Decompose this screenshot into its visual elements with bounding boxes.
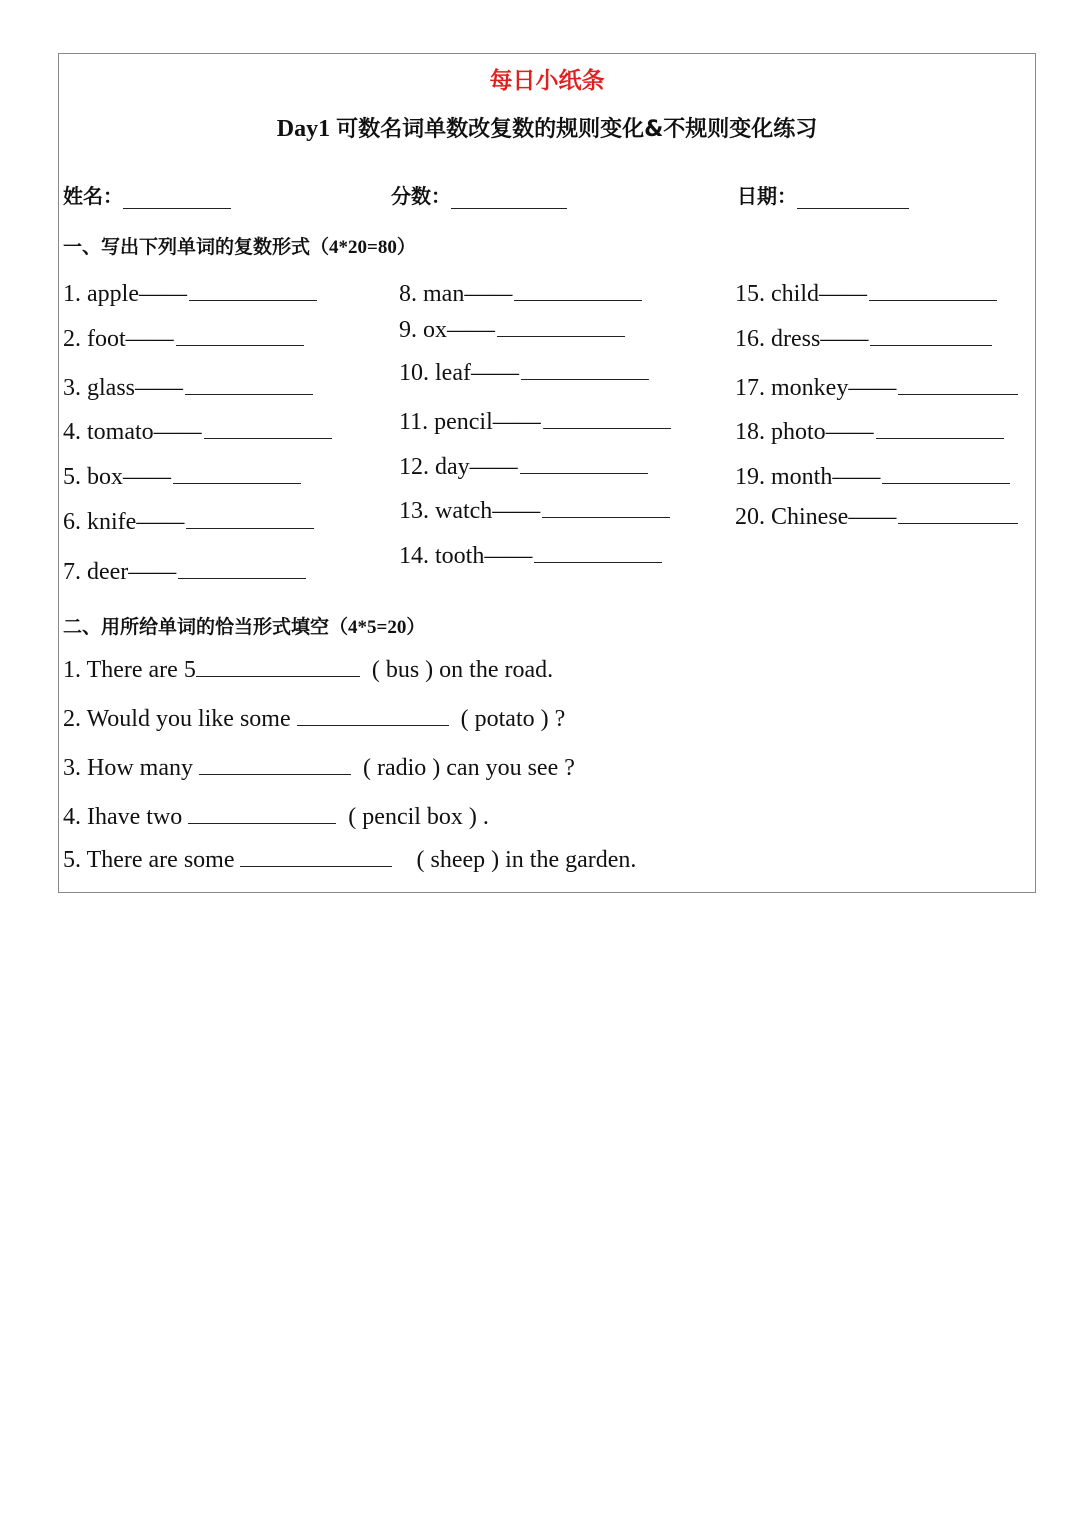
- question-6: 6. knife——: [63, 508, 314, 536]
- fill-blank[interactable]: [188, 803, 336, 824]
- answer-blank[interactable]: [882, 463, 1010, 484]
- answer-blank[interactable]: [870, 325, 992, 346]
- section1-heading-text: 一、写出下列单词的复数形式（: [63, 236, 330, 258]
- answer-blank[interactable]: [176, 325, 304, 346]
- question-5: 5. box——: [63, 463, 301, 491]
- fill-question-5: 5. There are some ( sheep ) in the garden.: [63, 847, 637, 873]
- name-label: 姓名：: [63, 184, 123, 208]
- fill-blank[interactable]: [199, 754, 351, 775]
- date-field[interactable]: [737, 180, 909, 209]
- fill-question-4: 4. Ihave two ( pencil box ) .: [63, 804, 489, 830]
- question-4: 4. tomato——: [63, 418, 332, 446]
- answer-blank[interactable]: [178, 558, 306, 579]
- answer-blank[interactable]: [497, 316, 625, 337]
- answer-blank[interactable]: [185, 374, 313, 395]
- question-15: 15. child——: [735, 280, 997, 308]
- answer-blank[interactable]: [869, 280, 997, 301]
- score-blank[interactable]: [451, 186, 567, 209]
- answer-blank[interactable]: [521, 359, 649, 380]
- question-12: 12. day——: [399, 453, 648, 481]
- date-label: 日期：: [737, 184, 797, 208]
- question-19: 19. month——: [735, 463, 1010, 491]
- fill-blank[interactable]: [196, 656, 360, 677]
- title-day: Day1: [276, 116, 337, 142]
- question-16: 16. dress——: [735, 325, 992, 353]
- score-field[interactable]: [391, 180, 567, 209]
- answer-blank[interactable]: [543, 408, 671, 429]
- fill-question-1: 1. There are 5 ( bus ) on the road.: [63, 657, 554, 683]
- name-blank[interactable]: [123, 186, 231, 209]
- question-13: 13. watch——: [399, 497, 670, 525]
- fill-question-3: 3. How many ( radio ) can you see ?: [63, 755, 575, 781]
- section2-close: ）: [406, 616, 426, 638]
- question-18: 18. photo——: [735, 418, 1004, 446]
- answer-blank[interactable]: [534, 542, 662, 563]
- question-9: 9. ox——: [399, 316, 625, 344]
- question-14: 14. tooth——: [399, 542, 662, 570]
- brand-title: 每日小纸条: [489, 68, 605, 94]
- answer-blank[interactable]: [186, 508, 314, 529]
- answer-blank[interactable]: [898, 503, 1018, 524]
- answer-blank[interactable]: [876, 418, 1004, 439]
- question-10: 10. leaf——: [399, 359, 649, 387]
- question-8: 8. man——: [399, 280, 642, 308]
- question-2: 2. foot——: [63, 325, 304, 353]
- answer-blank[interactable]: [189, 280, 317, 301]
- question-1: 1. apple——: [63, 280, 317, 308]
- worksheet-title: [59, 112, 1035, 143]
- answer-blank[interactable]: [542, 497, 670, 518]
- fill-question-2: 2. Would you like some ( potato ) ?: [63, 706, 566, 732]
- fill-blank[interactable]: [297, 705, 449, 726]
- question-20: 20. Chinese——: [735, 503, 1018, 531]
- fill-blank[interactable]: [240, 846, 392, 867]
- section2-heading: [63, 612, 425, 639]
- title-text: 可数名词单数改复数的规则变化&不规则变化练习: [336, 117, 818, 142]
- name-field[interactable]: [63, 180, 231, 209]
- section1-points: 4*20=80: [329, 237, 397, 258]
- answer-blank[interactable]: [520, 453, 648, 474]
- question-3: 3. glass——: [63, 374, 313, 402]
- section1-heading: [63, 232, 416, 259]
- answer-blank[interactable]: [898, 374, 1018, 395]
- question-11: 11. pencil——: [399, 408, 671, 436]
- question-7: 7. deer——: [63, 558, 306, 586]
- score-label: 分数：: [391, 184, 451, 208]
- answer-blank[interactable]: [204, 418, 332, 439]
- section2-heading-text: 二、用所给单词的恰当形式填空（: [63, 616, 349, 638]
- answer-blank[interactable]: [173, 463, 301, 484]
- section1-close: ）: [396, 236, 416, 258]
- worksheet: [58, 53, 1036, 893]
- answer-blank[interactable]: [514, 280, 642, 301]
- question-17: 17. monkey——: [735, 374, 1018, 402]
- date-blank[interactable]: [797, 186, 909, 209]
- section2-points: 4*5=20: [348, 617, 407, 638]
